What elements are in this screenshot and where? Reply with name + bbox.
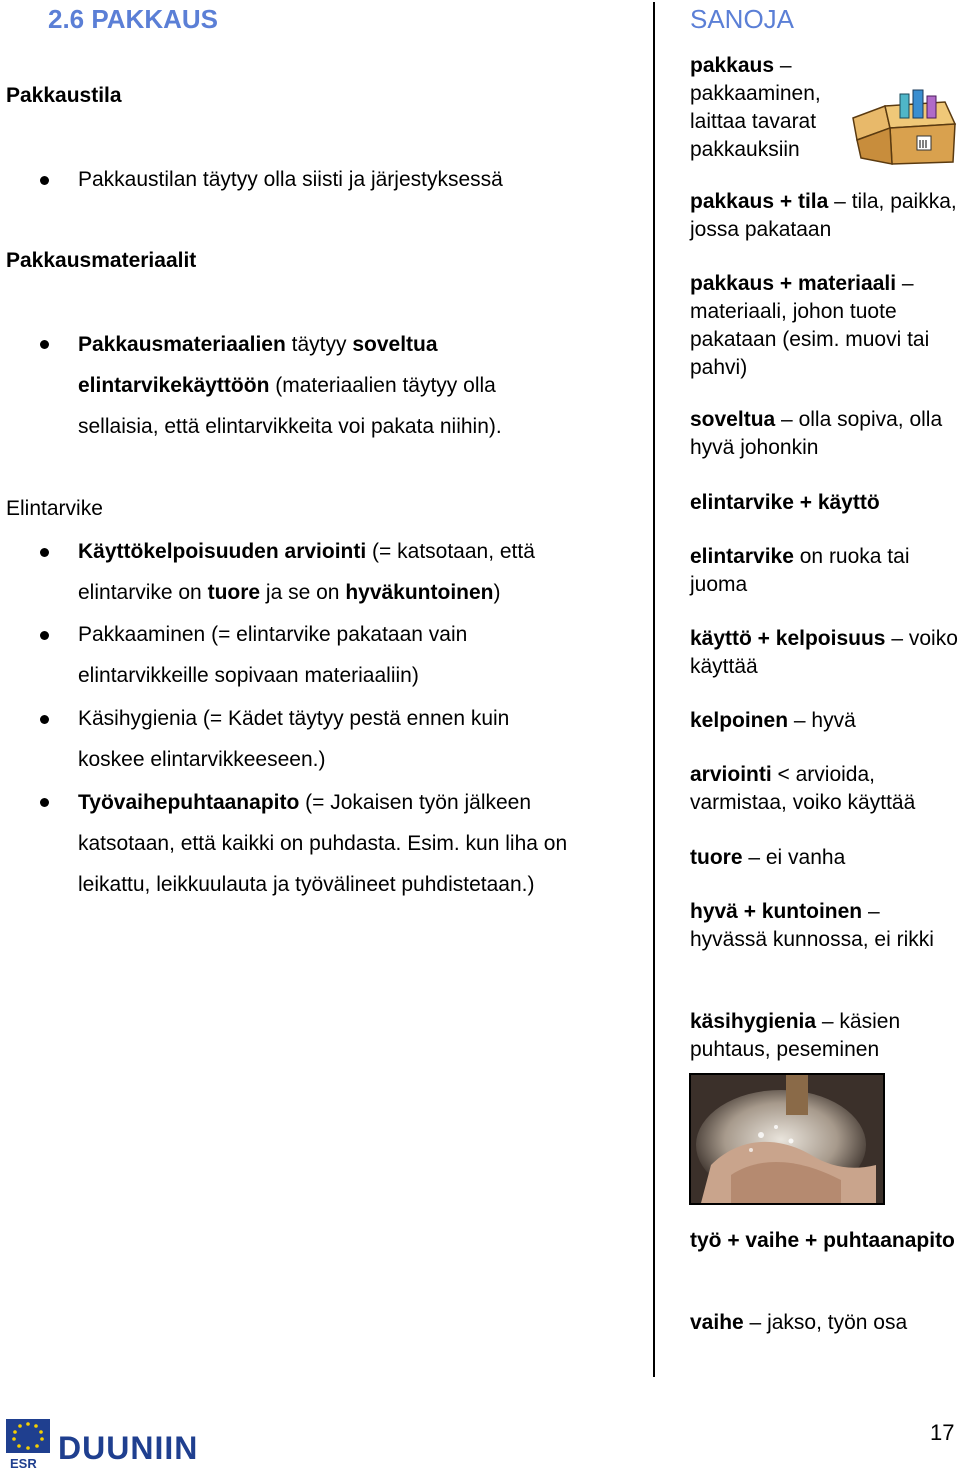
page-heading: 2.6 PAKKAUS [48, 4, 219, 34]
bullet-arviointi: Käyttökelpoisuuden arviointi (= katsotaan, että elintarvike on tuore ja se on hyväkuntoinen) [78, 540, 535, 604]
bullet-marker [40, 548, 49, 557]
glossary-entry: soveltua – olla sopiva, olla hyvä johonkin [690, 408, 943, 459]
glossary-entry: pakkaus – pakkaaminen, laittaa tavarat pakkauksiin [690, 54, 821, 161]
glossary-entry: elintarvike + käyttö [690, 491, 880, 514]
bullet-marker [40, 176, 49, 185]
column-divider [653, 2, 655, 1377]
glossary-entry: elintarvike on ruoka tai juoma [690, 545, 910, 596]
glossary-entry: pakkaus + tila – tila, paikka, jossa pakataan [690, 190, 957, 241]
glossary-entry: käyttö + kelpoisuus – voiko käyttää [690, 627, 958, 678]
glossary-entry: työ + vaihe + puhtaanapito [690, 1229, 955, 1252]
bullet-kasihygienia: Käsihygienia (= Kädet täytyy pestä ennen kuin koskee elintarvikkeeseen.) [78, 707, 510, 771]
hand-washing-photo [689, 1073, 885, 1205]
bullet-tyovaihepuhtaanapito: Työvaihepuhtaanapito (= Jokaisen työn jälkeen katsotaan, että kaikki on puhdasta. Esim. kun liha on leikattu, leikkuulauta ja työvälineet puhdistetaan.) [78, 791, 568, 896]
svg-text:DUUNIIN: DUUNIIN [58, 1430, 199, 1466]
bullet-marker [40, 798, 49, 807]
glossary-entry: hyvä + kuntoinen – hyvässä kunnossa, ei rikki [690, 900, 934, 951]
bullet-pakkausmateriaalit: Pakkausmateriaalien täytyy soveltua elintarvikekäyttöön (materiaalien täytyy olla sellaisia, että elintarvikkeita voi pakata niihin). [78, 333, 502, 438]
glossary-title: SANOJA [690, 4, 795, 34]
bullet-pakkaustila: Pakkaustilan täytyy olla siisti ja järjestyksessä [78, 168, 503, 191]
bullet-pakkaaminen: Pakkaaminen (= elintarvike pakataan vain elintarvikkeille sopivaan materiaaliin) [78, 623, 468, 687]
bullet-marker [40, 715, 49, 724]
glossary-entry: tuore – ei vanha [690, 846, 846, 869]
glossary-entry: käsihygienia – käsien puhtaus, peseminen [690, 1010, 901, 1061]
glossary-entry: vaihe – jakso, työn osa [690, 1311, 908, 1334]
section-title-elintarvike: Elintarvike [6, 497, 103, 520]
bullet-marker [40, 631, 49, 640]
glossary-entry: pakkaus + materiaali – materiaali, johon tuote pakataan (esim. muovi tai pahvi) [690, 272, 930, 379]
section-title-pakkaustila: Pakkaustila [6, 84, 122, 107]
page-number: 17 [930, 1420, 955, 1445]
glossary-entry: kelpoinen – hyvä [690, 709, 856, 732]
packing-box-icon [845, 88, 960, 166]
section-title-pakkausmateriaalit: Pakkausmateriaalit [6, 249, 197, 272]
svg-text:ESR: ESR [10, 1456, 37, 1471]
esr-duuniin-logo [6, 1415, 206, 1471]
glossary-entry: arviointi < arvioida, varmistaa, voiko käyttää [690, 763, 916, 814]
bullet-marker [40, 340, 49, 349]
